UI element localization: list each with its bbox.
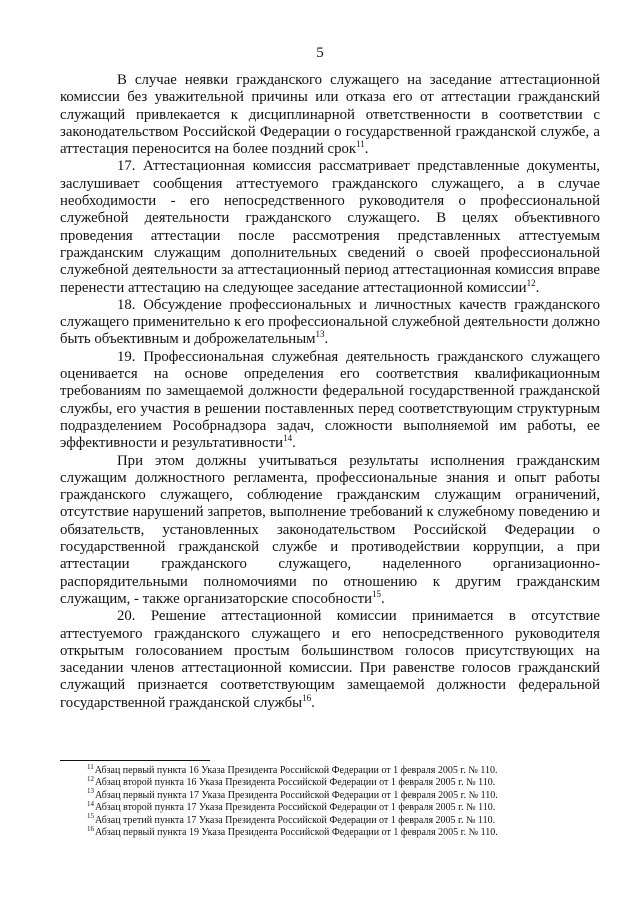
footnote: [87, 762, 607, 777]
footnote-text: Абзац второй пункта 16 Указа Президента Российской Федерации от 1 февраля 2005 г. № 110.: [95, 777, 496, 789]
footnote-text: Абзац первый пункта 16 Указа Президента Российской Федерации от 1 февраля 2005 г. № 110.: [94, 765, 498, 776]
paragraph-text: 19. Профессиональная служебная деятельность гражданского служащего оценивается на основе определения его соответствия квалификационным требованиям по замещаемой должности федеральной государственной гражданской службы, его участия в решении поставленных перед соответствующим структурным подразделением Рособрнадзора задач, сложности выполняемой им работы, ее эффективности и результативности: [60, 348, 600, 452]
paragraph-end: .: [535, 279, 540, 296]
paragraph-text: 17. Аттестационная комиссия рассматривает представленные документы, заслушивает сообщения аттестуемого гражданского служащего, а в случае необходимости - его непосредственного руководителя о профессиональной служебной деятельности гражданского служащего. В целях объективного проведения аттестации после рассмотрения представленных аттестуемым гражданским служащим дополнительных сведений о своей профессиональной служебной деятельности за аттестационный период аттестационная комиссия вправе перенести аттестацию на следующее заседание аттестационной комиссии: [60, 158, 600, 296]
footnote-number: 12: [87, 775, 94, 784]
footnote-number: 11: [87, 762, 94, 771]
paragraph-end: .: [364, 141, 369, 158]
footnote-reference[interactable]: 15: [372, 588, 382, 599]
paragraph: [60, 297, 600, 349]
paragraph: [60, 158, 600, 296]
footnote-text: Абзац первый пункта 19 Указа Президента Российской Федерации от 1 февраля 2005 г. № 110.: [95, 827, 498, 839]
footnote: [87, 787, 607, 802]
paragraph: [60, 72, 600, 158]
footnote-number: 14: [87, 799, 94, 808]
footnote-separator: [60, 760, 210, 761]
footnote: [87, 777, 607, 789]
paragraph-text: 20. Решение аттестационной комиссии принимается в отсутствие аттестуемого гражданского служащего и его непосредственного руководителя открытым голосованием простым большинством голосов присутствующих на заседании членов аттестационной комиссии. При равенстве голосов гражданский служащий признается соответствующим замещаемой должности федеральной государственной гражданской службы: [60, 608, 600, 711]
footnotes: [87, 762, 607, 839]
paragraph-text: 18. Обсуждение профессиональных и личностных качеств гражданского служащего применительно к его профессиональной служебной деятельности должно быть объективным и доброжелательным: [60, 296, 600, 348]
paragraph-end: .: [381, 590, 385, 607]
page-number: 5: [316, 45, 324, 61]
paragraph: [60, 453, 600, 609]
paragraph: [60, 608, 600, 712]
paragraph-end: .: [324, 331, 329, 348]
paragraph-text: В случае неявки гражданского служащего на заседание аттестационной комиссии без уважительной причины или отказа его от аттестации гражданский служащий привлекается к дисциплинарной ответственности в соответствии с законодательством Российской Федерации о государственной гражданской службе, а аттестация переносится на более поздний срок: [60, 72, 600, 158]
footnote-text: Абзац второй пункта 17 Указа Президента Российской Федерации от 1 февраля 2005 г. № 110.: [95, 802, 496, 814]
footnote-number: 15: [87, 812, 94, 821]
footnote-text: Абзац третий пункта 17 Указа Президента Российской Федерации от 1 февраля 2005 г. № 110.: [95, 814, 496, 826]
paragraph-text: При этом должны учитываться результаты исполнения гражданским служащим должностного регламента, профессиональные знания и опыт работы гражданского служащего, соблюдение гражданским служащим ограничений, отсутствие нарушений запретов, выполнение требований к служебному поведению и обязательств, установленных законодательством Российской Федерации о государственной гражданской службе и противодействии коррупции, а при аттестации гражданского служащего, наделенного организационно-распорядительными полномочиями по отношению к другим гражданским служащим, - также организаторские способности: [60, 452, 600, 607]
paragraph-end: .: [311, 694, 315, 711]
footnote: [87, 812, 607, 827]
footnote-reference[interactable]: 13: [315, 329, 325, 340]
footnote: [87, 824, 607, 839]
paragraph-end: .: [292, 435, 296, 452]
footnote-number: 16: [87, 824, 94, 833]
footnote-text: Абзац первый пункта 17 Указа Президента Российской Федерации от 1 февраля 2005 г. № 110.: [95, 789, 498, 801]
footnote-reference[interactable]: 11: [356, 139, 365, 150]
footnote-reference[interactable]: 12: [526, 277, 536, 288]
document-body: [60, 72, 600, 712]
footnote-number: 13: [87, 787, 94, 796]
footnote-reference[interactable]: 14: [283, 433, 293, 444]
footnote-reference[interactable]: 16: [302, 692, 312, 703]
footnote: [87, 799, 607, 814]
paragraph: [60, 349, 600, 453]
